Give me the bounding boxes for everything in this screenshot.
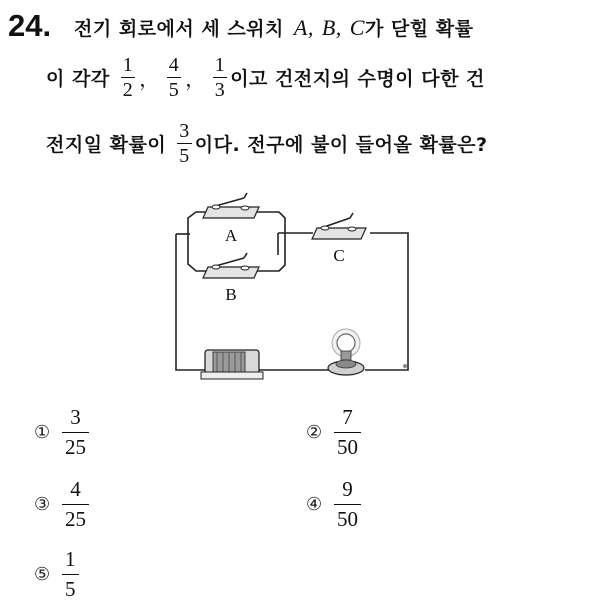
choice-3[interactable] — [34, 477, 89, 532]
switch-b-label: B — [225, 285, 237, 304]
question-text-2: 이 각각 — [46, 68, 110, 90]
choice-numerator: 4 — [70, 477, 81, 501]
fraction-numerator: 3 — [179, 120, 190, 142]
switch-b-var: B, — [321, 14, 342, 40]
light-bulb — [328, 329, 364, 375]
switch-a-var: A, — [293, 14, 314, 40]
choice-fraction — [62, 477, 89, 532]
choice-fraction — [62, 547, 79, 602]
choice-marker: ④ — [306, 494, 323, 515]
choice-denominator: 5 — [62, 574, 79, 602]
switch-a — [203, 193, 259, 245]
comma: ， — [185, 69, 206, 91]
question-text-1-end: 가 닫힐 확률 — [364, 18, 474, 40]
fraction-denominator: 5 — [168, 79, 180, 101]
choice-numerator: 3 — [70, 405, 81, 429]
choice-denominator: 50 — [334, 504, 361, 532]
switch-b — [203, 253, 259, 304]
choice-denominator: 25 — [62, 432, 89, 460]
fraction-denominator: 2 — [122, 79, 134, 101]
battery — [201, 350, 263, 379]
choice-4[interactable] — [306, 477, 361, 532]
switch-c-label: C — [333, 246, 345, 265]
choice-denominator: 25 — [62, 504, 89, 532]
question-text-2-end: 이고 건전지의 수명이 다한 건 — [230, 68, 485, 90]
fraction-numerator: 1 — [122, 54, 134, 76]
circuit-wires — [176, 212, 408, 370]
terminal-dot — [403, 364, 407, 368]
choice-5[interactable] — [34, 547, 79, 602]
comma: ， — [139, 69, 160, 91]
choice-fraction — [334, 405, 361, 460]
choice-marker: ⑤ — [34, 564, 51, 585]
choice-2[interactable] — [306, 405, 361, 460]
question-text-3: 전지일 확률이 — [46, 134, 167, 156]
fraction-denominator: 3 — [214, 79, 226, 101]
fraction-numerator: 1 — [214, 54, 226, 76]
choice-numerator: 1 — [65, 547, 76, 571]
choice-numerator: 9 — [342, 477, 353, 501]
choice-fraction — [62, 405, 89, 460]
choice-numerator: 7 — [342, 405, 353, 429]
choice-denominator: 50 — [334, 432, 361, 460]
fraction-numerator: 4 — [168, 54, 180, 76]
choice-marker: ① — [34, 422, 51, 443]
switch-c-var: C — [349, 14, 365, 40]
switch-c — [312, 213, 366, 265]
switch-a-label: A — [224, 226, 238, 245]
fraction-denominator: 5 — [179, 145, 190, 167]
choice-fraction — [334, 477, 361, 532]
choice-1[interactable] — [34, 405, 89, 460]
choice-marker: ② — [306, 422, 323, 443]
choice-marker: ③ — [34, 494, 51, 515]
question-number: 24. — [8, 8, 52, 43]
question-text-3-end: 이다. 전구에 불이 들어올 확률은? — [194, 134, 488, 156]
question-text-1: 전기 회로에서 세 스위치 — [74, 18, 284, 40]
